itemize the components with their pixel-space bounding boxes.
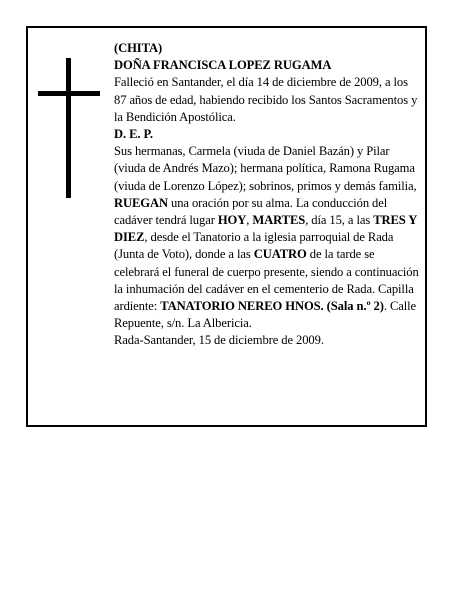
tres-y-diez-text: TRES Y DIEZ <box>114 213 417 245</box>
notice-text <box>114 40 422 350</box>
tanatorio-text: TANATORIO NEREO HNOS. (Sala n.º 2) <box>160 299 384 314</box>
death-announcement: Falleció en Santander, el día 14 de diciembre de 2009, a los 87 años de edad, habiendo recibido los Santos Sacramentos y la Bendición Apostólica. <box>114 75 418 124</box>
cuatro-text: CUATRO <box>253 247 307 262</box>
funeral-text-2: , <box>246 213 253 228</box>
funeral-text-5: de la tarde se celebrará el funeral de cuerpo presente, siendo a continuación la inhumación del cadáver en el cementerio de Rada. Capilla ardiente: <box>114 247 419 314</box>
funeral-text-4: , desde el Tanatorio a la iglesia parroquial de Rada (Junta de Voto), donde a las <box>114 230 394 262</box>
martes-text: MARTES <box>252 213 306 228</box>
dep-abbreviation: D. E. P. <box>114 127 153 142</box>
nickname: (CHITA) <box>114 41 163 55</box>
cross-vertical-bar <box>66 58 71 198</box>
closing-place-date: Rada-Santander, 15 de diciembre de 2009. <box>114 333 324 348</box>
family-list: Sus hermanas, Carmela (viuda de Daniel Bazán) y Pilar (viuda de Andrés Mazo); hermana política, Ramona Rugama (viuda de Lorenzo López); sobrinos, primos y demás familia, <box>114 144 417 193</box>
hoy-text: HOY <box>217 213 247 228</box>
ruegan-text: RUEGAN <box>114 195 168 210</box>
deceased-name: DOÑA FRANCISCA LOPEZ RUGAMA <box>114 58 332 73</box>
funeral-text-6: . Calle Repuente, s/n. La Albericia. <box>114 299 417 331</box>
cross-horizontal-bar <box>38 91 100 96</box>
obituary-notice <box>26 26 427 427</box>
cross-icon <box>38 58 100 198</box>
funeral-text-3: , día 15, a las <box>305 213 374 228</box>
funeral-text-1: una oración por su alma. La conducción del cadáver tendrá lugar <box>114 195 388 228</box>
funeral-details <box>114 195 422 333</box>
